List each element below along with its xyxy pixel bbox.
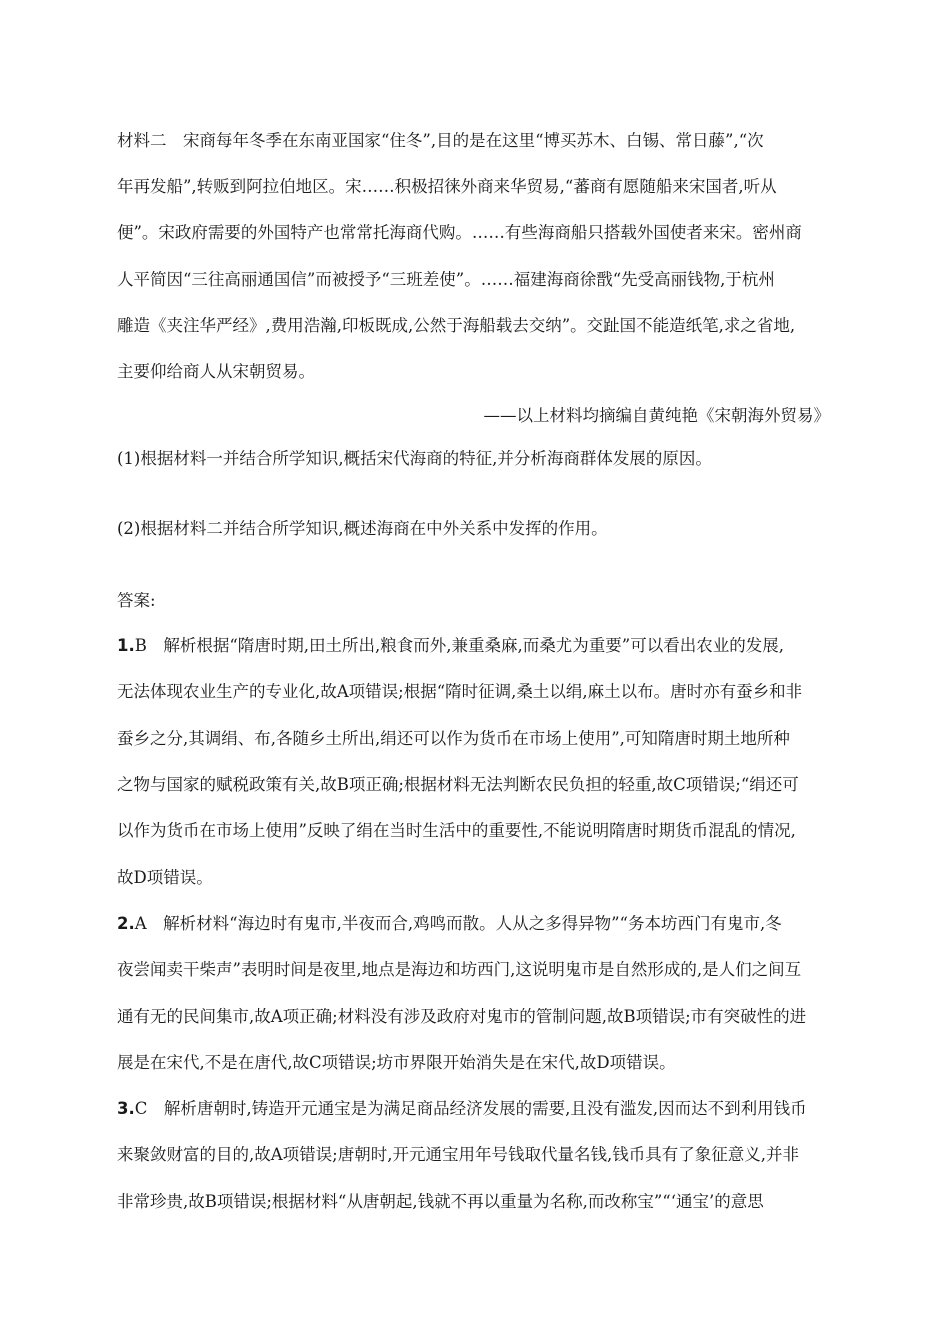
answer-text: C 解析唐朝时,铸造开元通宝是为满足商品经济发展的需要,且没有滥发,因而达不到利用钱币 (134, 1099, 807, 1118)
answer-2-first-line (117, 916, 782, 933)
answer-line: 无法体现农业生产的专业化,故A项错误;根据“隋时征调,桑土以绢,麻土以布。唐时亦有蚕乡和非 (117, 682, 803, 701)
material2-line: 年再发船”,转贩到阿拉伯地区。宋……积极招徕外商来华贸易,“蕃商有愿随船来宋国者,听从 (117, 177, 777, 196)
answer-line: 非常珍贵,故B项错误;根据材料“从唐朝起,钱就不再以重量为名称,而改称宝”“‘通宝’的意思 (117, 1192, 764, 1211)
answer-line: 展是在宋代,不是在唐代,故C项错误;坊市界限开始消失是在宋代,故D项错误。 (117, 1053, 676, 1072)
answer-line: 来聚敛财富的目的,故A项错误;唐朝时,开元通宝用年号钱取代量名钱,钱币具有了象征意义,并非 (117, 1145, 799, 1164)
answer-line: 通有无的民间集市,故A项正确;材料没有涉及政府对鬼市的管制问题,故B项错误;市有突破性的进 (117, 1007, 807, 1026)
material-source: ——以上材料均摘编自黄纯艳《宋朝海外贸易》 (483, 406, 830, 425)
answer-line: 之物与国家的赋税政策有关,故B项正确;根据材料无法判断农民负担的轻重,故C项错误;“绢还可 (117, 775, 799, 794)
answer-1-first-line (117, 638, 784, 655)
answer-number: 3. (117, 1099, 135, 1118)
answer-number: 2. (117, 914, 135, 933)
answer-line: 蚕乡之分,其调绢、布,各随乡土所出,绢还可以作为货币在市场上使用”,可知隋唐时期土地所种 (117, 729, 790, 748)
answer-text: B 解析根据“隋唐时期,田土所出,粮食而外,兼重桑麻,而桑尤为重要”可以看出农业的发展, (134, 636, 784, 655)
material2-line: 便”。宋政府需要的外国特产也常常托海商代购。……有些海商船只搭载外国使者来宋。密州商 (117, 223, 802, 242)
material2-line: 材料二 宋商每年冬季在东南亚国家“住冬”,目的是在这里“博买苏木、白锡、常日藤”,“次 (117, 131, 764, 150)
question-1: (1)根据材料一并结合所学知识,概括宋代海商的特征,并分析海商群体发展的原因。 (117, 449, 712, 468)
answer-line: 以作为货币在市场上使用”反映了绢在当时生活中的重要性,不能说明隋唐时期货币混乱的情况, (117, 821, 796, 840)
answer-number: 1. (117, 636, 135, 655)
answer-3-first-line (117, 1101, 807, 1118)
question-2: (2)根据材料二并结合所学知识,概述海商在中外关系中发挥的作用。 (117, 519, 608, 538)
material2-line: 人平简因“三往高丽通国信”而被授予“三班差使”。……福建海商徐戬“先受高丽钱物,于杭州 (117, 270, 775, 289)
answer-text: A 解析材料“海边时有鬼市,半夜而合,鸡鸣而散。人从之多得异物”“务本坊西门有鬼市,冬 (134, 914, 782, 933)
answer-line: 夜尝闻卖干柴声”表明时间是夜里,地点是海边和坊西门,这说明鬼市是自然形成的,是人们之间互 (117, 960, 802, 979)
material2-line: 主要仰给商人从宋朝贸易。 (117, 362, 315, 381)
material2-line: 雕造《夹注华严经》,费用浩瀚,印板既成,公然于海船载去交纳”。交趾国不能造纸笔,求之省地, (117, 316, 796, 335)
answer-line: 故D项错误。 (117, 868, 213, 887)
answers-heading: 答案: (117, 591, 156, 610)
